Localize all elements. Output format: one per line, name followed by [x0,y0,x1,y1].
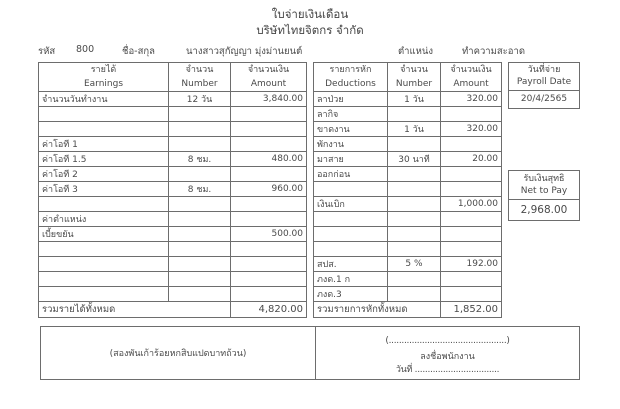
deductions-amt-cell [441,242,502,257]
deductions-desc-cell: มาสาย [314,152,388,167]
payroll-date-box [508,62,580,109]
table-row [314,227,502,242]
deductions-desc-cell [314,242,388,257]
deductions-amt-cell [441,212,502,227]
table-row [314,107,502,122]
deductions-desc-header-en: Deductions [325,79,376,89]
earnings-num-cell [169,107,231,122]
table-row [314,137,502,152]
deductions-amt-cell: 20.00 [441,152,502,167]
earnings-desc-cell [39,287,169,302]
company-name: บริษัทไทยจิตกร จำกัด [256,23,364,37]
deductions-num-cell [388,167,441,182]
deductions-amt-cell: 192.00 [441,257,502,272]
table-row [314,197,502,212]
earnings-amt-cell [231,107,307,122]
earnings-desc-cell [39,257,169,272]
earnings-total-amount: 4,820.00 [231,302,307,318]
earnings-total-row [39,302,307,318]
deductions-desc-cell: สปส. [314,257,388,272]
earnings-desc-header-en: Earnings [83,79,124,89]
earnings-num-header-th: จำนวน [185,65,214,75]
deductions-desc-cell [314,182,388,197]
deductions-amt-cell [441,272,502,287]
deductions-amt-cell [441,167,502,182]
deductions-desc-cell [314,227,388,242]
net-to-pay-label-th: รับเงินสุทธิ [523,174,565,184]
net-to-pay-box [508,170,580,221]
table-row [39,197,307,212]
earnings-num-cell [169,167,231,182]
deductions-desc-header [314,63,388,92]
table-row [39,167,307,182]
table-row [314,122,502,137]
table-row [314,287,502,302]
employee-position-label: ตำแหน่ง [398,46,434,57]
earnings-desc-cell: เบี้ยขยัน [39,227,169,242]
deductions-num-cell: 1 วัน [388,92,441,107]
earnings-amt-cell [231,287,307,302]
deductions-num-cell [388,137,441,152]
earnings-num-cell [169,137,231,152]
table-row [39,227,307,242]
net-to-pay-header [509,171,579,200]
deductions-desc-cell: เงินเบิก [314,197,388,212]
table-row [314,272,502,287]
payroll-date-label-th: วันที่จ่าย [527,65,561,75]
deductions-desc-header-th: รายการหัก [329,65,372,75]
earnings-desc-cell [39,272,169,287]
table-row [314,182,502,197]
earnings-amt-cell [231,137,307,152]
document-title: ใบจ่ายเงินเดือน [271,7,349,21]
table-row [314,257,502,272]
earnings-header-row [39,63,307,92]
deductions-num-cell [388,107,441,122]
earnings-num-cell [169,122,231,137]
earnings-amt-cell [231,197,307,212]
table-row [39,122,307,137]
earnings-desc-cell: ค่าโอที 1 [39,137,169,152]
earnings-amt-cell: 3,840.00 [231,92,307,107]
earnings-amt-cell [231,212,307,227]
payroll-date-value: 20/4/2565 [520,94,568,104]
earnings-amt-header-th: จำนวนเงิน [247,65,290,75]
deductions-num-cell [388,227,441,242]
deductions-amt-cell: 320.00 [441,122,502,137]
table-row [39,212,307,227]
deductions-desc-cell: ภงด.3 [314,287,388,302]
earnings-num-cell [169,287,231,302]
table-row [39,242,307,257]
employee-info-row [38,44,586,60]
deductions-num-cell [388,272,441,287]
deductions-amt-cell [441,287,502,302]
deductions-desc-cell: ลาป่วย [314,92,388,107]
deductions-num-cell [388,287,441,302]
net-to-pay-value: 2,968.00 [520,204,568,216]
deductions-desc-cell: ลากิจ [314,107,388,122]
table-row [39,92,307,107]
earnings-amt-cell [231,242,307,257]
earnings-amt-cell [231,272,307,287]
deductions-desc-cell: พักงาน [314,137,388,152]
earnings-desc-cell [39,122,169,137]
earnings-desc-cell: จำนวนวันทำงาน [39,92,169,107]
earnings-num-cell: 8 ชม. [169,152,231,167]
earnings-num-header [169,63,231,92]
earnings-num-cell: 8 ชม. [169,182,231,197]
deductions-total-amount: 1,852.00 [441,302,502,318]
earnings-amt-cell: 960.00 [231,182,307,197]
table-row [314,212,502,227]
document-title-block [0,6,620,38]
signature-date-line: วันที่ ................................. [395,365,500,375]
employee-name-value: นางสาวสุกัญญา มุ่งม่านยนต์ [186,46,303,57]
earnings-num-cell: 12 วัน [169,92,231,107]
deductions-header-row [314,63,502,92]
signature-parenthesis-line: (..............................................) [385,336,510,346]
earnings-desc-cell: ค่าตำแหน่ง [39,212,169,227]
table-row [39,257,307,272]
earnings-amt-cell: 480.00 [231,152,307,167]
earnings-amt-header [231,63,307,92]
signature-area [40,326,580,380]
earnings-desc-header-th: รายได้ [90,65,117,75]
employee-position-value: ทำความสะอาด [462,46,525,57]
earnings-num-header-en: Number [181,79,218,89]
earnings-table [38,62,307,318]
table-row [314,152,502,167]
deductions-amt-header [441,63,502,92]
deductions-num-cell [388,242,441,257]
deductions-desc-cell: ขาดงาน [314,122,388,137]
employee-code-value: 800 [76,44,95,55]
earnings-amt-cell [231,122,307,137]
table-row [314,92,502,107]
deductions-num-cell [388,212,441,227]
payroll-date-label-en: Payroll Date [516,77,572,87]
earnings-desc-cell: ค่าโอที 1.5 [39,152,169,167]
deductions-num-header-en: Number [395,79,433,89]
earnings-num-cell [169,257,231,272]
deductions-amt-cell [441,182,502,197]
deductions-num-cell: 30 นาที [388,152,441,167]
deductions-amt-header-th: จำนวนเงิน [450,65,492,75]
signature-label: ลงชื่อพนักงาน [420,352,475,362]
deductions-num-cell [388,197,441,212]
earnings-num-cell [169,212,231,227]
amount-in-words: (สองพันเก้าร้อยหกสิบแปดบาทถ้วน) [41,327,316,379]
deductions-amt-cell [441,227,502,242]
earnings-num-cell [169,227,231,242]
earnings-desc-cell [39,107,169,122]
table-row [39,272,307,287]
table-row [39,152,307,167]
deductions-num-header [388,63,441,92]
earnings-desc-cell: ค่าโอที 2 [39,167,169,182]
table-row [39,107,307,122]
deductions-amt-cell: 1,000.00 [441,197,502,212]
deductions-desc-cell: ภงด.1 ก [314,272,388,287]
employee-name-label: ชื่อ-สกุล [122,46,155,57]
table-row [39,287,307,302]
deductions-total-label: รวมรายการหักทั้งหมด [314,302,441,318]
earnings-amt-cell: 500.00 [231,227,307,242]
earnings-amt-cell [231,257,307,272]
deductions-num-header-th: จำนวน [400,65,428,75]
deductions-num-cell: 1 วัน [388,122,441,137]
earnings-desc-cell: ค่าโอที 3 [39,182,169,197]
deductions-num-cell [388,182,441,197]
table-row [314,167,502,182]
deductions-desc-cell: ออกก่อน [314,167,388,182]
earnings-desc-header [39,63,169,92]
deductions-amt-header-en: Amount [453,79,489,89]
employee-signature-block [316,327,579,379]
earnings-desc-cell [39,242,169,257]
deductions-desc-cell [314,212,388,227]
earnings-num-cell [169,197,231,212]
table-row [39,137,307,152]
payroll-date-header [509,63,579,91]
earnings-total-label: รวมรายได้ทั้งหมด [39,302,231,318]
deductions-amt-cell [441,137,502,152]
earnings-num-cell [169,242,231,257]
earnings-desc-cell [39,197,169,212]
employee-code-label: รหัส [38,46,56,57]
deductions-num-cell: 5 % [388,257,441,272]
net-to-pay-label-en: Net to Pay [520,186,568,196]
deductions-table [313,62,502,318]
table-row [314,242,502,257]
table-row [39,182,307,197]
deductions-amt-cell: 320.00 [441,92,502,107]
earnings-num-cell [169,272,231,287]
deductions-amt-cell [441,107,502,122]
earnings-amt-header-en: Amount [250,79,287,89]
earnings-amt-cell [231,167,307,182]
deductions-total-row [314,302,502,318]
